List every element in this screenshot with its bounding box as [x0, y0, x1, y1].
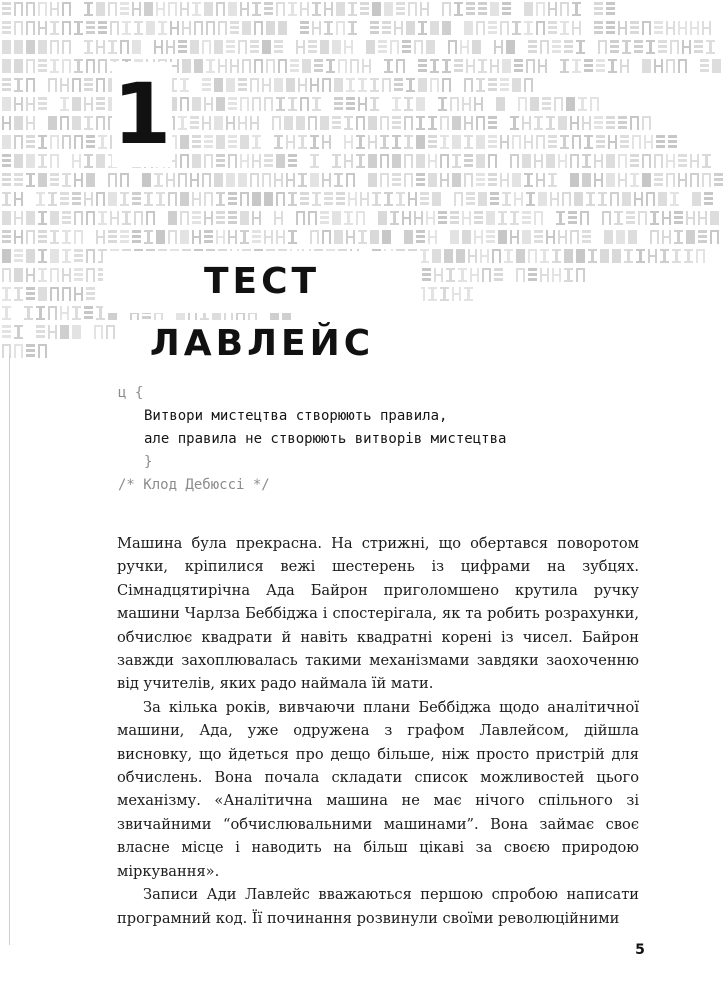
epigraph-open: ц {: [118, 385, 144, 401]
paragraph: Записи Ади Лавлейс вважаються першою спробою написати програмний код. Її починання розвинули своїми революційними: [117, 886, 639, 927]
chapter-number: 1: [112, 62, 172, 167]
body-text: [117, 532, 639, 930]
paragraph: За кілька років, вивчаючи плани Беббіджа щодо аналітичної машини, Ада, уже одружена з графом Лавлейсом, дійшла висновку, що йдеться про дещо більше, ніж просто пристрій для обчислень. Вона почала складати список можливостей цього механізму. «Аналітична машина не має нічого спільного зі звичайними “обчислювальними машинами”. Вона займає своє власне місце і наводить на більш цікаві за своєю природою міркування».: [117, 698, 639, 880]
epigraph: [118, 382, 618, 497]
page-number: 5: [635, 942, 645, 958]
chapter-title: ТЕСТ ЛАВЛЕЙС: [103, 251, 421, 313]
paragraph: Машина була прекрасна. На стрижні, що обертався поворотом ручки, кріпилися вежі шестерень із цифрами на зубцях. Сімнадцятирічна Ада Байрон приголомшено крутила ручку машини Чарлза Беббіджа і спостерігала, як та робить розрахунки, обчислює квадрати й навіть квадратні корені із чисел. Байрон завжди захоплювалась такими механізмами завдяки заохоченню від учителів, яких радо наймала їй мати.: [117, 535, 639, 693]
margin-rule: [9, 355, 10, 945]
epigraph-close: }: [144, 454, 153, 470]
epigraph-line: але правила не створюють витворів мистецтва: [144, 431, 507, 447]
epigraph-author: /* Клод Дебюссі */: [118, 477, 270, 493]
epigraph-line: Витвори мистецтва створюють правила,: [144, 408, 448, 424]
